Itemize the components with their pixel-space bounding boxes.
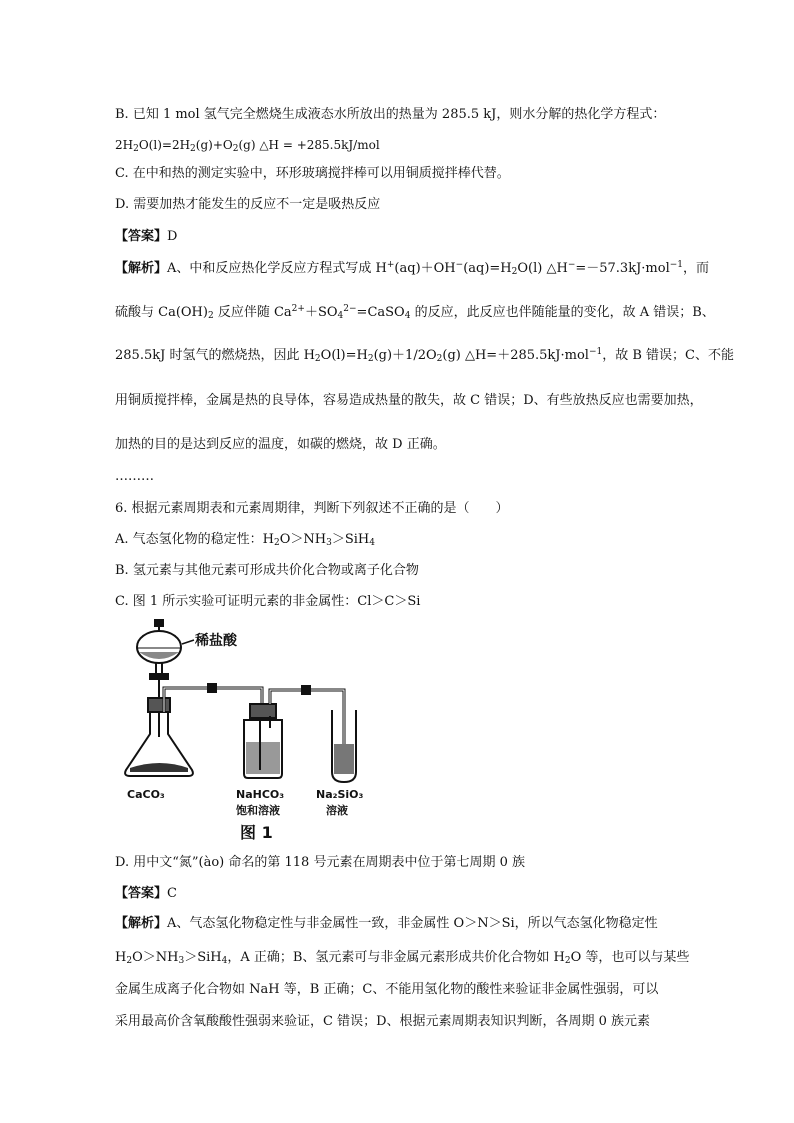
explanation-2-line-4: 采用最高价含氧酸酸性强弱来验证，C 错误；D、根据元素周期表知识判断，各周期 0 族元素 <box>115 1014 651 1029</box>
option-b-equation: $2H_2O(l)=2H_2(g)+O_2(g)$ △H = +285.5kJ/mol <box>115 138 380 154</box>
explanation-1-line-4: 用铜质搅拌棒，金属是热的良导体，容易造成热量的散失，故 C 错误；D、有些放热反应也需要加热， <box>115 393 703 408</box>
label-caco3: CaCO₃ <box>127 788 165 801</box>
question-6-option-b: B. 氢元素与其他元素可形成共价化合物或离子化合物 <box>115 563 419 578</box>
option-c-text: C. 在中和热的测定实验中，环形玻璃搅拌棒可以用铜质搅拌棒代替。 <box>115 166 510 181</box>
label-na2sio3: Na₂SiO₃ <box>316 788 364 801</box>
label-solution: 溶液 <box>326 804 348 817</box>
figure-caption: 图 1 <box>240 823 273 842</box>
label-dilute-hcl: 稀盐酸 <box>195 633 237 649</box>
question-6-stem: 6. 根据元素周期表和元素周期律，判断下列叙述不正确的是（ ） <box>115 501 509 516</box>
explanation-2-line-2: $H_2O>NH_3>SiH_4$，A 正确；B、氢元素可与非金属元素形成共价化合物如 $H_2O$ 等，也可以与某些 <box>115 950 690 966</box>
question-6-option-d: D. 用中文“氮”(ào) 命名的第 118 号元素在周期表中位于第七周期 0 族 <box>115 855 525 870</box>
explanation-2-line-3: 金属生成离子化合物如 NaH 等，B 正确；C、不能用氢化物的酸性来验证非金属性强弱，可以 <box>115 982 659 997</box>
answer-2: 【答案】C <box>115 886 177 901</box>
question-6-option-a: A. 气态氢化物的稳定性：$H_2O>NH_3>SiH_4$ <box>115 532 375 548</box>
explanation-2-line-1: 【解析】A、气态氢化物稳定性与非金属性一致，非金属性 O＞N＞Si，所以气态氢化物稳定性 <box>115 916 658 931</box>
explanation-1-line-1: 【解析】A、中和反应热化学反应方程式写成 $H^+(aq)+OH^-(aq)=H_2O(l)$ △H−=－57.3kJ·mol$^{-1}$，而 <box>115 260 710 277</box>
explanation-1-line-3: 285.5kJ 时氢气的燃烧热，因此 $H_2O(l)=H_2(g)+1/2O_2(g)$ △H=＋285.5kJ·mol$^{-1}$，故 B 错误；C、不能 <box>115 347 734 364</box>
explanation-1-line-5: 加热的目的是达到反应的温度，如碳的燃烧，故 D 正确。 <box>115 437 446 452</box>
label-saturated-solution: 饱和溶液 <box>236 804 280 817</box>
figure-1-apparatus <box>110 612 370 844</box>
explanation-1-line-2: 硫酸与 $Ca(OH)_2$ 反应伴随 $Ca^{2+}+SO_4^{2-}=CaSO_4$ 的反应，此反应也伴随能量的变化，故 A 错误；B、 <box>115 304 715 321</box>
option-d-text: D. 需要加热才能发生的反应不一定是吸热反应 <box>115 197 381 212</box>
option-b-text: B. 已知 1 mol 氢气完全燃烧生成液态水所放出的热量为 285.5 kJ，则水分解的热化学方程式： <box>115 107 666 122</box>
ellipsis-dots: ……… <box>115 469 154 484</box>
flask-stopper <box>148 698 170 712</box>
answer-1: 【答案】D <box>115 229 178 244</box>
label-nahco3: NaHCO₃ <box>236 788 285 801</box>
question-6-option-c: C. 图 1 所示实验可证明元素的非金属性：Cl＞C＞Si <box>115 594 421 609</box>
funnel-stopper <box>155 620 163 626</box>
bottle-stopper <box>250 704 276 718</box>
